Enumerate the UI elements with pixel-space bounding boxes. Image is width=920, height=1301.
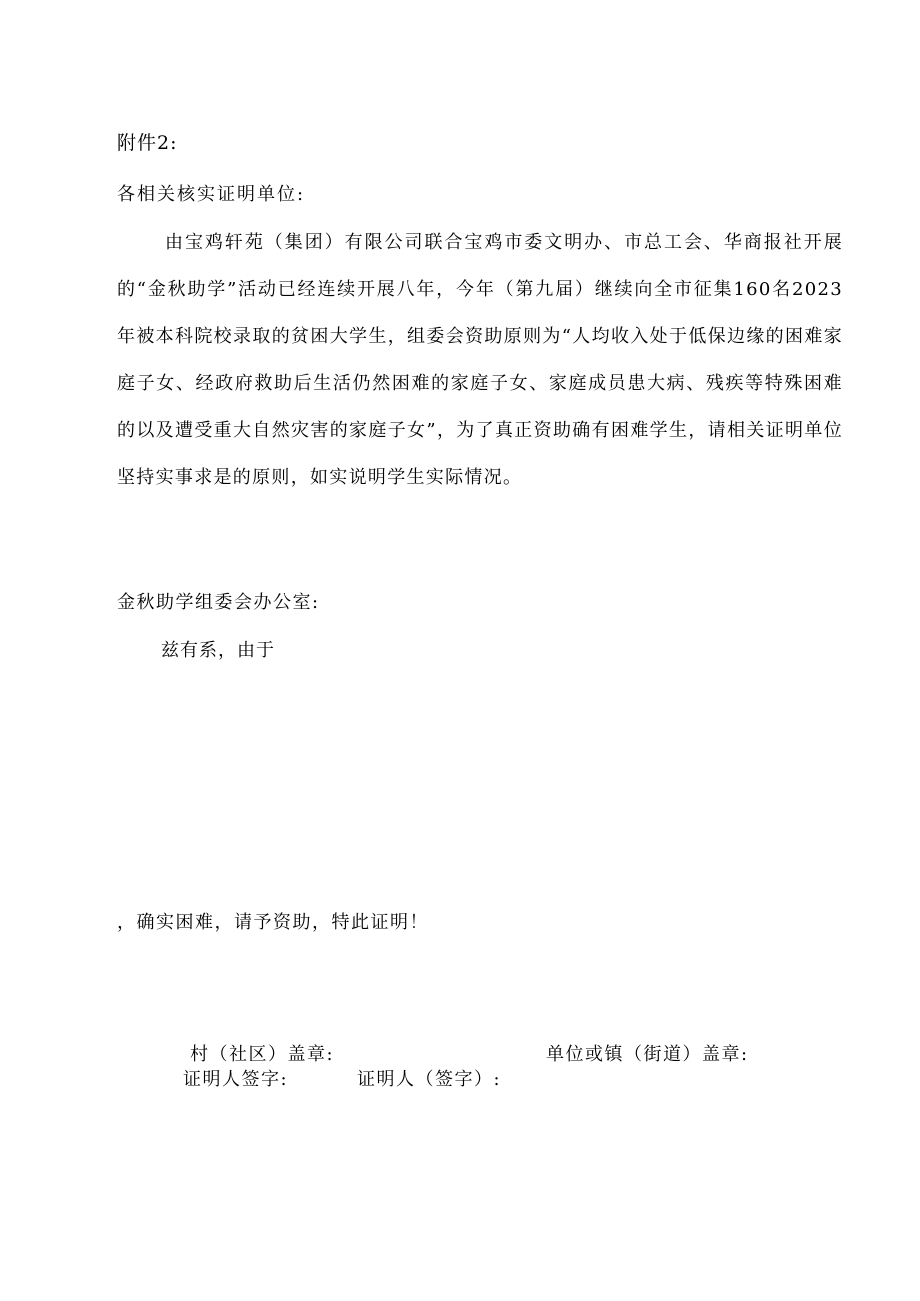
salutation: 各相关核实证明单位:: [117, 184, 306, 205]
certifier-signature-label-2: 证明人（签字）:: [357, 1069, 502, 1090]
attachment-label: 附件2:: [117, 132, 178, 154]
certifier-signature-label: 证明人签字:: [183, 1069, 289, 1090]
village-stamp-label: 村（社区）盖章:: [190, 1044, 335, 1065]
office-heading: 金秋助学组委会办公室:: [117, 592, 320, 613]
body-paragraph: 由宝鸡轩苑（集团）有限公司联合宝鸡市委文明办、市总工会、华商报社开展的“金秋助学”活动已经连续开展八年，今年（第九届）继续向全市征集160名2023年被本科院校录取的贫困大学生，组委会资助原则为“人均收入处于低保边缘的困难家庭子女、经政府救助后生活仍然困难的家庭子女、家庭成员患大病、残疾等特殊困难的以及遭受重大自然灾害的家庭子女”，为了真正资助确有困难学生，请相关证明单位坚持实事求是的原则，如实说明学生实际情况。: [117, 232, 843, 488]
hereby-line: 兹有系，由于: [161, 640, 275, 661]
unit-stamp-label: 单位或镇（街道）盖章:: [546, 1044, 749, 1065]
confirm-line: ，确实困难，请予资助，特此证明！: [117, 912, 429, 933]
